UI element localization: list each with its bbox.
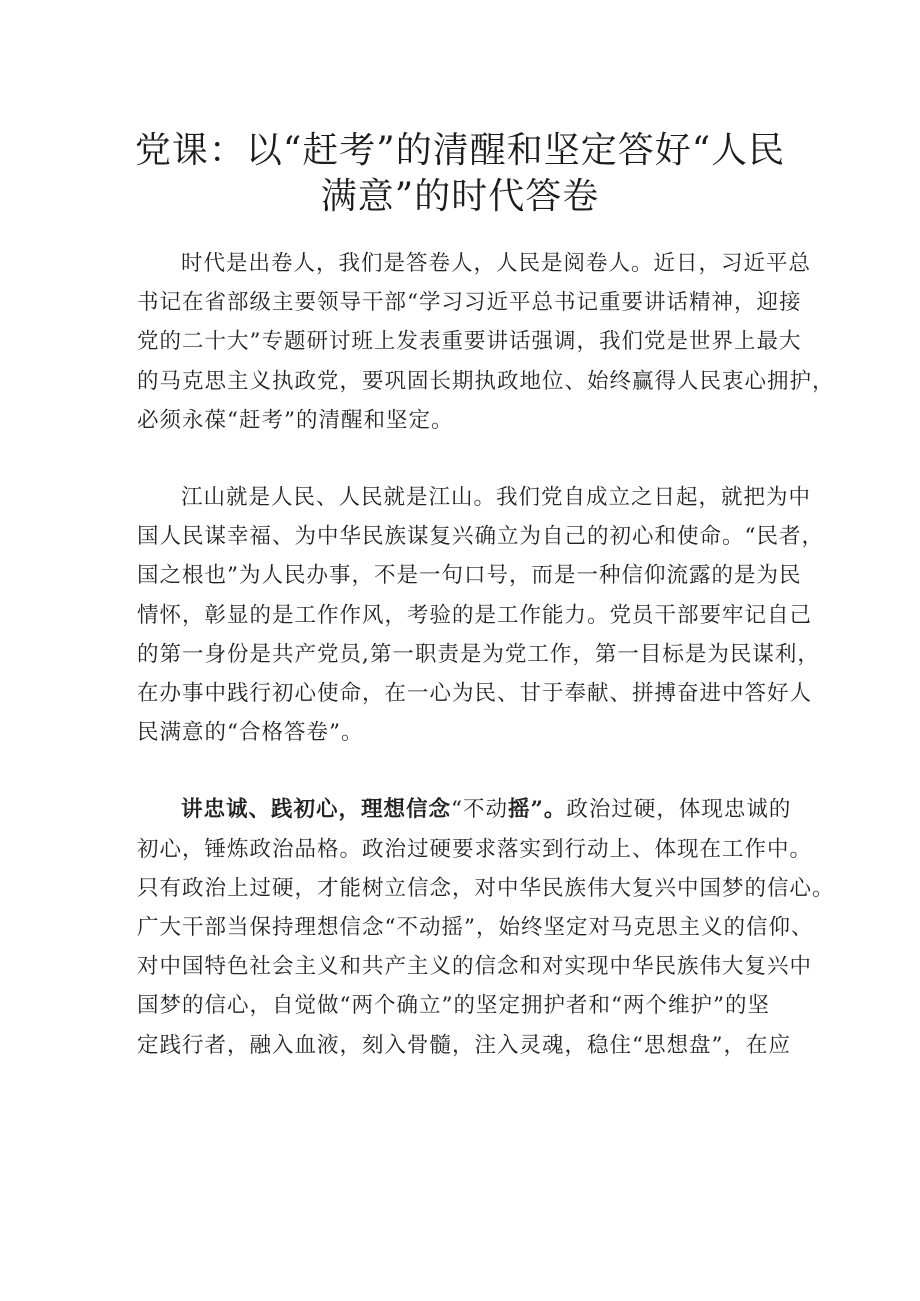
paragraph-1 <box>137 244 835 440</box>
paragraph-lead: 讲忠诚、践初心，理想信念 <box>181 797 452 823</box>
text-line: 国梦的信心，自觉做“两个确立”的坚定拥护者和“两个维护”的坚 <box>137 993 770 1019</box>
text-line: 广大干部当保持理想信念“不动摇”，始终坚定对马克思主义的信仰、 <box>137 915 814 941</box>
text-line: 定践行者，融入血液，刻入骨髓，注入灵魂，稳住“思想盘”，在应 <box>137 1032 791 1058</box>
paragraph-lead-tail: 摇”。 <box>508 797 567 823</box>
text-line: 党的二十大”专题研讨班上发表重要讲话强调，我们党是世界上最大 <box>137 329 802 355</box>
text-line: 在办事中践行初心使命，在一心为民、甘于奉献、拼搏奋进中答好人 <box>137 681 813 707</box>
text-line: 的第一身份是共产党员,第一职责是为党工作，第一目标是为民谋利， <box>137 641 820 667</box>
paragraph-first-line-rest: 政治过硬，体现忠诚的 <box>566 797 792 823</box>
text-line: 书记在省部级主要领导干部“学习习近平总书记重要讲话精神，迎接 <box>137 290 802 316</box>
paragraph-3 <box>137 790 835 1064</box>
paragraph-lead-quote: “不动 <box>451 797 509 823</box>
text-line: 只有政治上过硬，才能树立信念，对中华民族伟大复兴中国梦的信心。 <box>137 875 835 901</box>
text-line <box>137 790 805 829</box>
document-body <box>137 244 835 1103</box>
text-line: 必须永葆“赶考”的清醒和坚定。 <box>137 407 454 433</box>
text-line: 时代是出卷人，我们是答卷人，人民是阅卷人。近日，习近平总 <box>181 251 812 276</box>
document-title <box>120 128 800 220</box>
title-line: 党课：以“赶考”的清醒和坚定答好“人民 <box>134 130 786 171</box>
text-line: 对中国特色社会主义和共产主义的信念和对实现中华民族伟大复兴中 <box>137 954 813 980</box>
title-line: 满意”的时代答卷 <box>320 176 600 217</box>
paragraph-2 <box>137 478 824 752</box>
text-line: 江山就是人民、人民就是江山。我们党自成立之日起，就把为中 <box>181 485 812 511</box>
text-line: 民满意的“合格答卷”。 <box>137 720 364 746</box>
text-line: 的马克思主义执政党，要巩固长期执政地位、始终赢得人民衷心拥护， <box>137 368 835 394</box>
text-line: 初心，锤炼政治品格。政治过硬要求落实到行动上、体现在工作中。 <box>137 836 813 862</box>
text-line: 国人民谋幸福、为中华民族谋复兴确立为自己的初心和使命。“民者， <box>137 524 824 550</box>
text-line: 情怀，彰显的是工作作风，考验的是工作能力。党员干部要牢记自己 <box>137 602 813 628</box>
text-line: 国之根也”为人民办事，不是一句口号，而是一种信仰流露的是为民 <box>137 563 802 589</box>
